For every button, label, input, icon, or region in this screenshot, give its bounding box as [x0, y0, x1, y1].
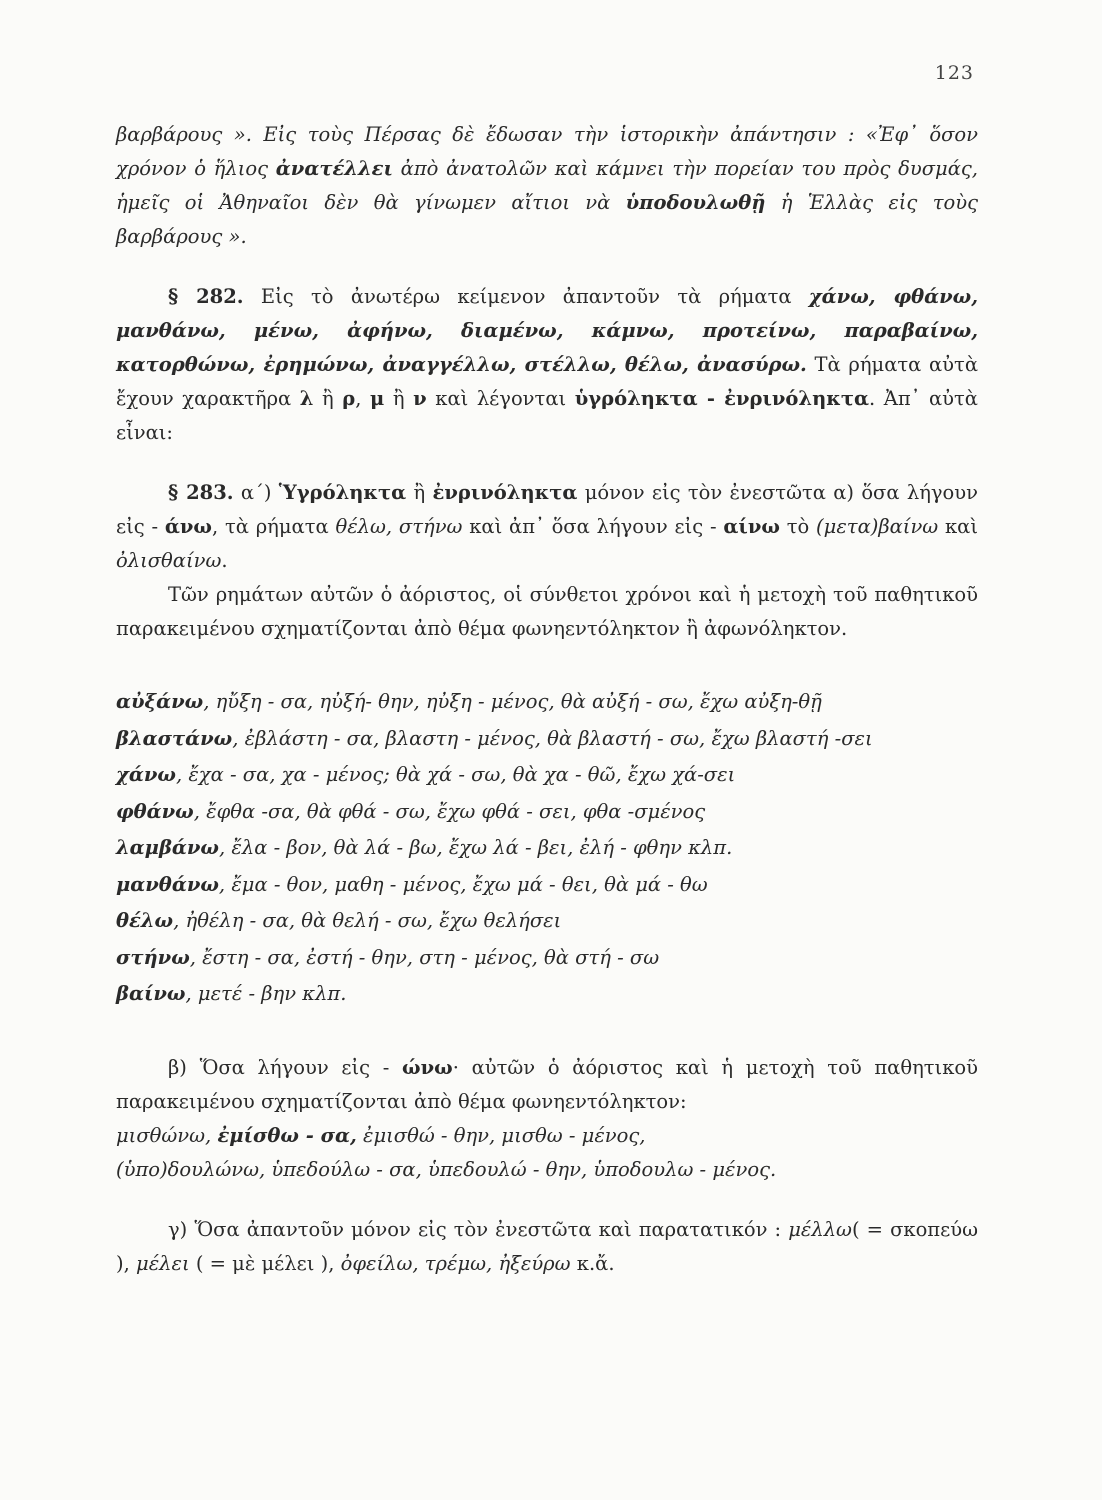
verb-forms: , μετέ - βην κλπ. [185, 982, 347, 1005]
verb-head: αὐξάνω [116, 690, 204, 713]
character-letter: ρ [342, 387, 356, 410]
page-number: 123 [934, 62, 974, 84]
intro-bold: ὑποδουλωθῇ [625, 191, 766, 214]
verb-head: θέλω [116, 909, 174, 932]
section-text: Εἰς τὸ ἀνωτέρω κείμενον ἀπαντοῦν τὰ ρήματα [243, 285, 809, 308]
section-term: ὑγρόληκτα - ἐνρινόληκτα [574, 387, 870, 410]
section-text: ( = μὲ μέλει ), [189, 1251, 341, 1275]
section-text: Τὰ ρήματα αὐτὰ ἔχουν χαρακτῆρα [116, 353, 978, 410]
section-text: ἢ [313, 387, 343, 410]
section-text: , τὰ ρήματα [211, 515, 336, 538]
example-verbs: (μετα)βαίνω [816, 515, 939, 538]
example-bold: ἐμίσθω - σα, [217, 1123, 357, 1147]
intro-text: βαρβάρους ». Εἰς τοὺς Πέρσας δὲ ἔδωσαν τὴν ἱστορικὴν ἀπάντησιν : «Ἐφ᾽ ὅσον χρόνον ὁ ἥλιος [116, 123, 978, 180]
example-text: μισθώνω, [116, 1123, 218, 1147]
verb-head: λαμβάνω [116, 836, 220, 859]
verb-forms: , ἔχα - σα, χα - μένος; θὰ χά - σω, θὰ χα - θῶ, ἔχω χά-σει [175, 763, 736, 786]
verb-forms: , ἔστη - σα, ἐστή - θην, στη - μένος, θὰ στή - σω [189, 945, 660, 969]
section-text: . Ἀπ᾽ αὐτὰ εἶναι: [116, 387, 978, 444]
section-gamma [116, 1213, 978, 1281]
verb-head: βαίνω [116, 982, 186, 1005]
example-text: ἐμισθώ - θην, μισθω - μένος, [356, 1123, 646, 1147]
section-282 [116, 280, 978, 450]
verb-forms: , ἠθέλη - σα, θὰ θελή - σω, ἔχω θελήσει [173, 909, 562, 932]
section-text: μόνον εἰς τὸν ἐνεστῶτα α) ὅσα λήγουν εἰς - [116, 481, 978, 538]
verb-line [116, 757, 978, 794]
verb-line [116, 684, 978, 721]
intro-text: ἀπὸ ἀνατολῶν καὶ κάμνει τὴν πορείαν του πρὸς δυσμάς, ἡμεῖς οἱ Ἀθηναῖοι δὲν θὰ γίνωμεν αἴτιοι νὰ [116, 157, 978, 214]
section-text: τὸ [779, 515, 817, 538]
section-number: § 283. [168, 481, 234, 504]
example-verbs: ὀλισθαίνω [116, 549, 222, 572]
section-text: καὶ [938, 515, 978, 538]
verb-head: φθάνω [116, 799, 194, 823]
verb-forms: , ἔφθα -σα, θὰ φθά - σω, ἔχω φθά - σει, φθα -σμένος [193, 799, 706, 823]
verb-conjugation-list [116, 684, 978, 1013]
verb-forms: , ἔλα - βον, θὰ λά - βω, ἔχω λά - βει, ἐλή - φθην κλπ. [219, 836, 733, 859]
section-text: ἢ [406, 481, 433, 504]
page-body [116, 118, 978, 1281]
section-text: . [221, 549, 228, 572]
section-term: ἐνρινόληκτα [432, 481, 578, 504]
verb-head: χάνω [116, 763, 176, 786]
section-text: καὶ ἀπ᾽ ὅσα λήγουν εἰς - [462, 515, 724, 538]
character-letter: ν [413, 387, 427, 410]
character-letter: μ [370, 387, 385, 410]
example-verbs: θέλω, στήνω [335, 515, 463, 538]
verb-head: στήνω [116, 945, 190, 969]
beta-example-2: (ὑπο)δουλώνω, ὑπεδούλω - σα, ὑπεδουλώ - θην, ὑποδουλω - μένος. [116, 1157, 777, 1181]
verb-forms: , ἔμα - θον, μαθη - μένος, ἔχω μά - θει, θὰ μά - θω [218, 872, 708, 896]
section-text: ( = σκοπεύω ), [116, 1217, 978, 1275]
section-term: Ὑγρόληκτα [278, 481, 407, 504]
verb-head: μανθάνω [116, 872, 219, 896]
example-verb: μέλλω [788, 1217, 852, 1241]
section-text: , [355, 387, 371, 410]
verb-head: βλαστάνω [116, 726, 233, 750]
section-number: § 282. [168, 285, 244, 308]
intro-bold: ἀνατέλλει [275, 157, 393, 180]
verb-line [116, 940, 978, 977]
verb-line [116, 794, 978, 831]
verb-line [116, 721, 978, 758]
section-283 [116, 476, 978, 578]
verb-forms: , ἐβλάστη - σα, βλαστη - μένος, θὰ βλαστή - σω, ἔχω βλαστή -σει [232, 726, 873, 750]
example-verb: ὀφείλω, τρέμω, ἠξεύρω [340, 1251, 571, 1275]
intro-text: ἡ Ἑλλὰς εἰς τοὺς βαρβάρους ». [116, 191, 978, 248]
ending: αίνω [723, 515, 780, 538]
character-letter: λ [299, 387, 314, 410]
section-text: α΄) [233, 481, 279, 504]
ending: ώνω [402, 1055, 453, 1079]
verb-line [116, 903, 978, 940]
section-text: κ.ἄ. [570, 1251, 615, 1275]
paragraph-formation: Τῶν ρημάτων αὐτῶν ὁ ἀόριστος, οἱ σύνθετοι χρόνοι καὶ ἡ μετοχὴ τοῦ παθητικοῦ παρακειμένου σχηματίζονται ἀπὸ θέμα φωνηεντόληκτον ἢ ἀφωνόληκτον. [116, 583, 978, 640]
verb-line [116, 867, 978, 904]
section-beta [116, 1051, 978, 1119]
section-text: γ) Ὅσα ἀπαντοῦν μόνον εἰς τὸν ἐνεστῶτα καὶ παρατατικόν : [168, 1217, 789, 1241]
verb-forms: , ηὔξη - σα, ηὐξή- θην, ηὐξη - μένος, θὰ αὐξή - σω, ἔχω αὐξη-θῇ [203, 690, 822, 713]
verb-line [116, 830, 978, 867]
section-text: · αὐτῶν ὁ ἀόριστος καὶ ἡ μετοχὴ τοῦ παθητικοῦ παρακειμένου σχηματίζονται ἀπὸ θέμα φωνηεντόληκτον: [116, 1055, 978, 1113]
intro-paragraph [116, 118, 978, 254]
verb-line [116, 976, 978, 1013]
section-text: καὶ λέγονται [426, 387, 575, 410]
ending: άνω [164, 515, 212, 538]
section-text: β) Ὅσα λήγουν εἰς - [168, 1055, 403, 1079]
section-text: ἢ [384, 387, 414, 410]
verb-list: χάνω, φθάνω, μανθάνω, μένω, ἀφήνω, διαμένω, κάμνω, προτείνω, παραβαίνω, κατορθώνω, ἐρημώνω, ἀναγγέλλω, στέλλω, θέλω, ἀνασύρω. [116, 285, 978, 376]
beta-example-1 [116, 1119, 978, 1153]
example-verb: μέλει [136, 1251, 190, 1275]
